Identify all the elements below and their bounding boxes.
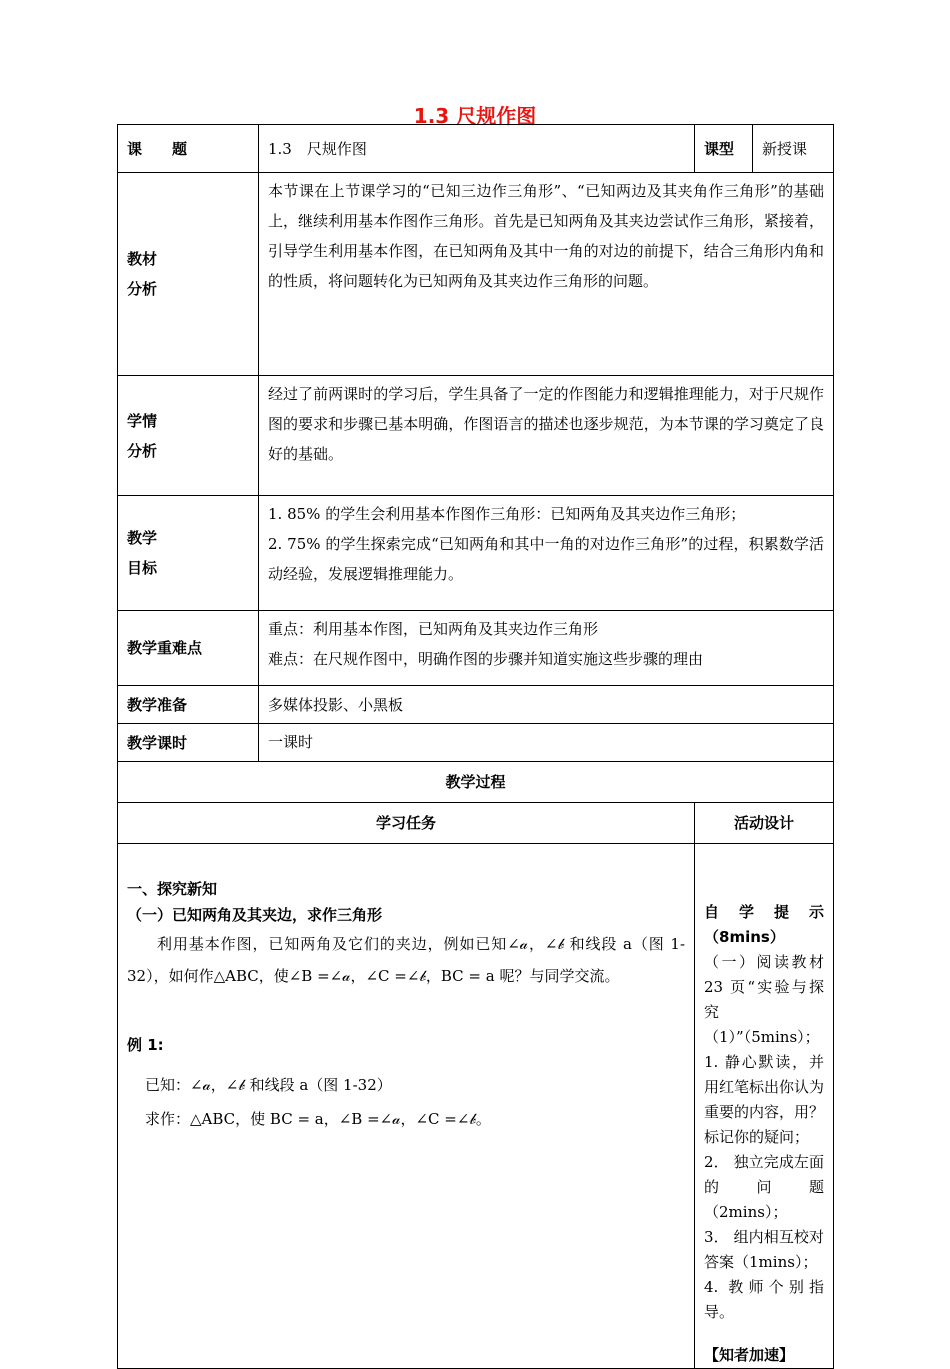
student-analysis-label-line1: 学情 [127,411,158,430]
topic-label: 课 题 [118,125,259,173]
example-construct: 求作：△ABC，使 BC = a，∠B =∠𝒶，∠C =∠𝒷。 [145,1110,491,1128]
objectives-text [259,496,834,611]
process-content-row [118,844,834,1369]
key-points-label: 教学重难点 [118,611,259,686]
textbook-analysis-row [118,173,834,376]
hint-step-4: 4. 教师个别指导。 [704,1278,825,1321]
objectives-row [118,496,834,611]
process-columns-row [118,803,834,844]
process-heading-row [118,762,834,803]
student-analysis-label-line2: 分析 [127,441,158,460]
textbook-analysis-label-line2: 分析 [127,280,158,298]
type-value: 新授课 [753,125,834,173]
example-label: 例 1: [127,1036,164,1054]
topic-row [118,125,834,173]
page-title: 1.3 尺规作图 [413,104,537,128]
textbook-analysis-text: 本节课在上节课学习的“已知三边作三角形”、“已知两边及其夹角作三角形”的基础上，继续利用基本作图作三角形。首先是已知两角及其夹边尝试作三角形，紧接着，引导学生利用基本作图，在已知两角及其中一角的对边的前提下，结合三角形内角和的性质，将问题转化为已知两角及其夹边作三角形的问题。 [259,173,834,376]
example-given: 已知：∠𝒶，∠𝒷 和线段 a（图 1-32） [145,1076,392,1094]
hint-step-0: （一）阅读教材 23 页“实验与探究（1）”（5mins）； [704,953,825,1046]
lesson-plan-table [117,124,834,1369]
textbook-analysis-label [118,173,259,376]
preparation-label: 教学准备 [118,686,259,724]
col-task-header: 学习任务 [118,803,695,844]
objective-item-1: 1. 85% 的学生会利用基本作图作三角形：已知两角及其夹边作三角形； [268,505,746,523]
task-section-title: 一、探究新知 [127,880,218,898]
objectives-label-line1: 教学 [127,529,158,547]
periods-label: 教学课时 [118,724,259,762]
key-point-difficulty: 难点：在尺规作图中，明确作图的步骤并知道实施这些步骤的理由 [268,650,704,668]
key-points-row [118,611,834,686]
col-activity-header: 活动设计 [695,803,834,844]
task-cell [118,844,695,1369]
student-analysis-label [118,376,259,496]
topic-value: 1.3 尺规作图 [259,125,695,173]
hint-step-1: 1. 静心默读，并用红笔标出你认为重要的内容，用？标记你的疑问； [704,1053,825,1146]
type-label: 课型 [695,125,753,173]
hint-title: 自学提示（8mins） [704,903,825,946]
student-analysis-text: 经过了前两课时的学习后，学生具备了一定的作图能力和逻辑推理能力，对于尺规作图的要求和步骤已基本明确，作图语言的描述也逐步规范，为本节课的学习奠定了良好的基础。 [259,376,834,496]
objectives-label-line2: 目标 [127,559,158,577]
hint-step-3: 3． 组内相互校对答案（1mins）； [704,1228,825,1271]
preparation-row [118,686,834,724]
accelerate-label: 【知者加速】 [704,1346,795,1364]
activity-cell [695,844,834,1369]
task-subsection-title: （一）已知两角及其夹边，求作三角形 [127,906,383,924]
student-analysis-row [118,376,834,496]
key-points-text [259,611,834,686]
process-heading: 教学过程 [118,762,834,803]
key-point-focus: 重点：利用基本作图，已知两角及其夹边作三角形 [268,620,599,638]
hint-step-2: 2． 独立完成左面的问题（2mins）； [704,1153,825,1221]
task-intro: 利用基本作图，已知两角及它们的夹边，例如已知∠𝒶，∠𝒷 和线段 a（图 1-32），如何作△ABC，使∠B =∠𝒶，∠C =∠𝒷，BC = a 呢？与同学交流。 [127,935,686,985]
preparation-value: 多媒体投影、小黑板 [259,686,834,724]
textbook-analysis-label-line1: 教材 [127,250,158,268]
periods-row [118,724,834,762]
objectives-label [118,496,259,611]
objective-item-2: 2. 75% 的学生探索完成“已知两角和其中一角的对边作三角形”的过程，积累数学活动经验，发展逻辑推理能力。 [268,535,825,583]
periods-value: 一课时 [259,724,834,762]
